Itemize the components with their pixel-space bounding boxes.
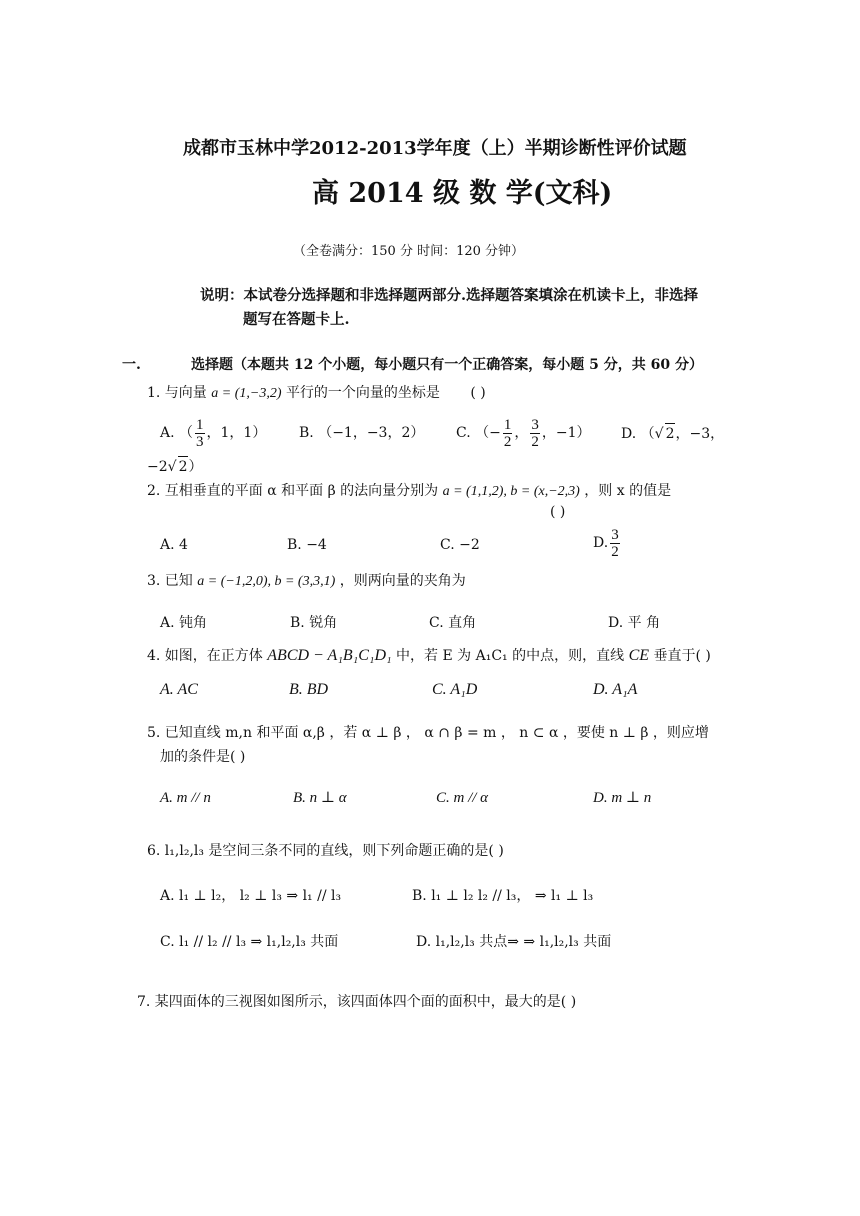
q5-option-b: B. n ⊥ α [293,790,347,806]
q4-line: CE [628,647,650,664]
school-title: 成都市玉林中学2012-2013学年度（上）半期诊断性评价试题 [183,138,687,159]
q1-d-label: D. （ [621,426,655,442]
note-line-1: 说明：本试卷分选择题和非选择题两部分.选择题答案填涂在机读卡上，非选择 [200,287,699,304]
q2-d-den: 2 [611,543,619,560]
q1-c-rest: ，−1） [541,425,591,441]
q1-a-rest: ，1，1） [206,425,267,441]
q2-vectors: a = (1,1,2), b = (x,−2,3) [442,484,580,499]
q1-c-label: C. （− [456,425,501,441]
q1-c-f2-num: 3 [531,416,539,433]
section-heading: 选择题（本题共 12 个小题，每小题只有一个正确答案，每小题 5 分，共 60 分） [191,357,703,373]
q1-stem-text: 1. 与向量 [147,385,207,401]
q2-bracket: ( ) [550,504,566,520]
q2-option-a: A. 4 [160,537,188,553]
q5-line-1: 5. 已知直线 m,n 和平面 α,β ，若 α ⊥ β ， α ∩ β = m ， n ⊂ α ，要使 n ⊥ β ，则应增 [147,725,709,741]
q1-a-den: 3 [196,433,204,450]
q2-d-label: D. [593,535,609,551]
q1-a-num: 1 [196,416,204,433]
q3-stem [147,571,466,592]
q6-stem: 6. l₁,l₂,l₃ 是空间三条不同的直线，则下列命题正确的是( ) [147,843,504,859]
q2-stem [147,481,671,502]
q4-stem [147,646,711,666]
q1-c-f2-den: 2 [531,433,539,450]
q4-stem-mid: 中，若 E 为 A₁C₁ 的中点，则，直线 [396,648,625,664]
q1-d-cont-pre: −2 [147,459,168,475]
q1-c-f1-num: 1 [503,416,512,433]
q4-option-d: D. A₁A [593,681,638,698]
q1-c-f1-den: 2 [503,433,512,450]
q1-c-fraction-2 [530,417,540,450]
q1-bracket: ( ) [470,385,486,401]
q2-d-num: 3 [611,526,619,543]
q4-option-a: A. AC [160,681,198,698]
q1-d-cont-sqrt: 2 [178,456,189,477]
q4-cube: ABCD − A₁B₁C₁D₁ [267,647,392,664]
q5-option-c: C. m // α [436,790,489,806]
q2-d-fraction [610,527,620,560]
q2-option-c: C. −2 [440,537,480,553]
q1-option-c [456,416,590,450]
q2-option-d [593,526,622,560]
q5-line-2: 加的条件是( ) [160,749,246,765]
q4-stem-end: 垂直于( ) [653,648,711,664]
q3-option-c: C. 直角 [429,615,477,631]
q1-option-b: B. （−1，−3，2） [299,425,425,441]
q6-option-a: A. l₁ ⊥ l₂， l₂ ⊥ l₃ ⇒ l₁ // l₃ [160,888,342,904]
q1-option-a [160,416,266,450]
note-line-2: 题写在答题卡上. [243,311,350,328]
q2-stem-end: ，则 x 的值是 [584,483,672,499]
q4-option-b: B. BD [289,681,329,698]
q1-stem [147,383,486,404]
q4-option-c: C. A₁D [432,681,478,698]
exam-title: 高 2014 级 数 学(文科) [312,178,613,209]
q1-a-fraction [195,417,205,450]
q1-c-sep: ， [514,425,529,441]
q5-option-a: A. m // n [160,790,211,806]
q3-stem-text: 3. 已知 [147,573,193,589]
q1-d-cont-end: ） [188,459,203,475]
q1-option-d-continued: −2√ 2） [147,456,202,477]
q6-option-c: C. l₁ // l₂ // l₃ ⇒ l₁,l₂,l₃ 共面 [160,934,339,950]
q1-d-sqrt: 2 [665,423,676,444]
q3-stem-end: ，则两向量的夹角为 [339,573,466,589]
q4-stem-pre: 4. 如图，在正方体 [147,648,263,664]
q1-d-rest: ，−3， [675,426,725,442]
section-number: 一. [122,357,141,373]
q3-option-d: D. 平 角 [608,615,661,631]
exam-info: （全卷满分：150 分 时间：120 分钟） [293,244,525,259]
q1-option-d: D. （√ 2，−3， [621,423,724,444]
q3-option-a: A. 钝角 [160,615,208,631]
q6-option-d: D. l₁,l₂,l₃ 共点⇒ ⇒ l₁,l₂,l₃ 共面 [416,934,612,950]
q3-option-b: B. 锐角 [290,615,338,631]
q7-stem: 7. 某四面体的三视图如图所示，该四面体四个面的面积中，最大的是( ) [137,994,577,1010]
q1-c-fraction-1 [503,417,513,450]
q5-option-d: D. m ⊥ n [593,790,652,806]
q2-option-b: B. −4 [287,537,327,553]
q2-stem-text: 2. 互相垂直的平面 α 和平面 β 的法向量分别为 [147,483,439,499]
q1-a-label: A. （ [160,425,194,441]
q1-stem-end: 平行的一个向量的坐标是 [285,385,440,401]
q3-vectors: a = (−1,2,0), b = (3,3,1) [197,574,336,589]
q1-vector: a = (1,−3,2) [211,386,282,401]
q6-option-b: B. l₁ ⊥ l₂ l₂ // l₃， ⇒ l₁ ⊥ l₃ [412,888,594,904]
